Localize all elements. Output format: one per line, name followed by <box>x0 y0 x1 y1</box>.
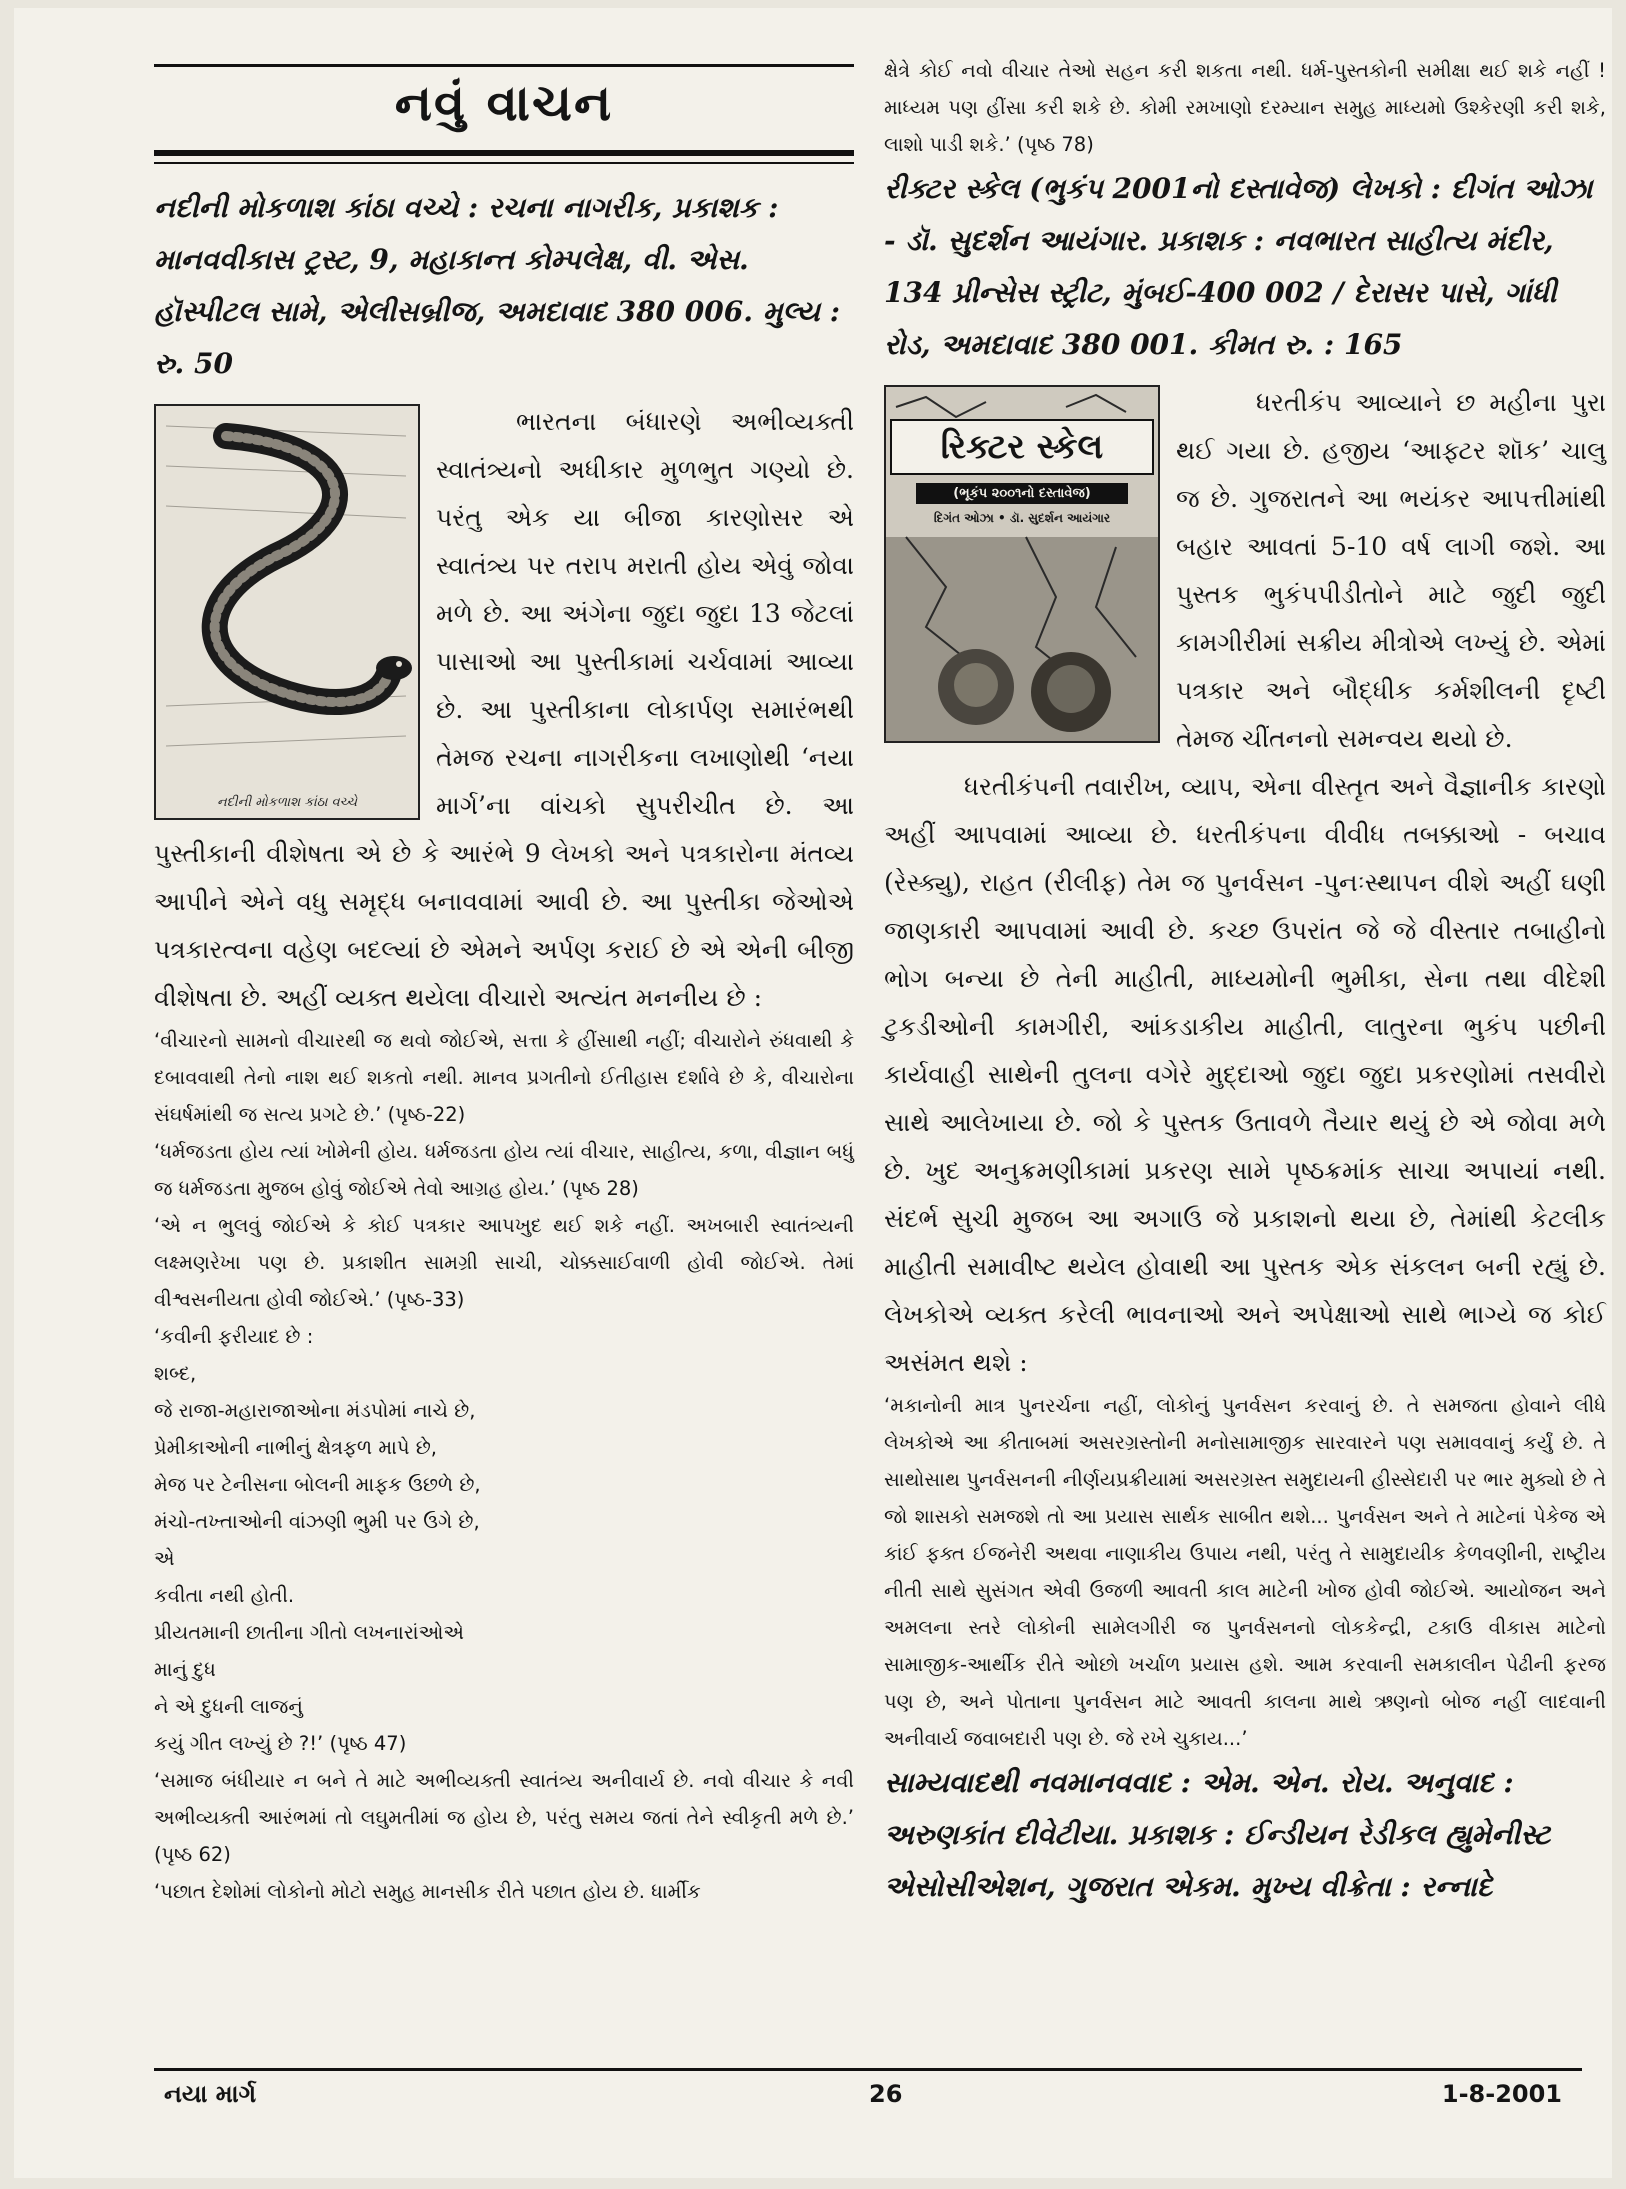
cover-caption-1: નદીની મોકળાશ કાંઠા વચ્ચે <box>216 795 357 810</box>
quote-6: ‘મકાનોની માત્ર પુનરર્ચના નહીં, લોકોનું પુનર્વસન કરવાનું છે. તે સમજતા હોવાને લીધે લેખકોએ આ કીતાબમાં અસરગ્રસ્તોની મનોસામાજીક સારવારને પણ સમાવવાનું કર્યું છે. તે સાથોસાથ પુનર્વસનની નીર્ણયપ્રક્રીયામાં અસરગ્રસ્ત સમુદાયની હીસ્સેદારી પર ભાર મુક્યો છે તે જો શાસકો સમજશે તો આ પ્રયાસ સાર્થક સાબીત થશે... પુનર્વસન અને તે માટેનાં પેકેજ એ કાંઈ ફક્ત ઈજનેરી અથવા નાણાકીય ઉપાય નથી, પરંતુ તે સામુદાયીક કેળવણીની, રાષ્ટ્રીય નીતી સાથે સુસંગત એવી ઉજળી આવતી કાલ માટેની ખોજ હોવી જોઈએ. આયોજન અને અમલના સ્તરે લોકોની સામેલગીરી જ પુનર્વસનનો લોકકેન્દ્રી, ટકાઉ વીકાસ માટેનો સામાજીક-આર્થીક રીતે ઓછો ખર્ચાળ પ્રયાસ હશે. આમ કરવાની સમકાલીન પેઢીની ફરજ પણ છે, અને પોતાના પુનર્વસન માટે આવતી કાલના માથે ઋણનો બોજ નહીં લાદવાની અનીવાર્ય જવાબદારી પણ છે. જે રખે ચુકાય...’ <box>884 1394 1606 1750</box>
poem-line: ને એ દુધની લાજનું <box>154 1695 303 1718</box>
header-rule-top <box>154 64 854 67</box>
footer-rule <box>154 2068 1582 2071</box>
book-citation-2: રીક્ટર સ્કેલ (ભુકંપ 2001નો દસ્તાવેજ) લેખકો : દીગંત ઓઝા - ડૉ. સુદર્શન આયંગાર. પ્રકાશક : નવભારત સાહીત્ય મંદીર, 134 પ્રીન્સેસ સ્ટ્રીટ, મુંબઈ-400 002 / દેરાસર પાસે, ગાંધી રોડ, અમદાવાદ 380 001. કીમત રુ. : 165 <box>884 172 1593 361</box>
cover-title-2: રિક્ટર સ્કેલ <box>890 419 1154 475</box>
review-text-2b: ધરતીકંપની તવારીખ, વ્યાપ, એના વીસ્તૃત અને વૈજ્ઞાનીક કારણો અહીં આપવામાં આવ્યા છે. ધરતીકંપના વીવીધ તબક્કાઓ ‌- બચાવ (રેસ્ક્યુ), રાહત (રીલીફ) તેમ જ પુનર્વસન -પુનઃસ્થાપન વીશે અહીં ઘણી જાણકારી આપવામાં આવી છે. કચ્છ ઉપરાંત જે જે વીસ્તાર તબાહીનો ભોગ બન્યા છે તેની માહીતી, માધ્યમોની ભુમીકા, સેના તથા વીદેશી ટુકડીઓની કામગીરી, આંકડાકીય માહીતી, લાતુરના ભુકંપ પછીની કાર્યવાહી સાથેની તુલના વગેરે મુદ્દાઓ જુદા જુદા પ્રકરણોમાં તસવીરો સાથે આલેખાયા છે. જો કે પુસ્તક ઉતાવળે તૈયાર થયું છે એ જોવા મળે છે. ખુદ અનુક્રમણીકામાં પ્રકરણ સામે પૃષ્ઠક્રમાંક સાચા અપાયાં નથી. સંદર્ભ સુચી મુજબ આ અગાઉ જે પ્રકાશનો થયા છે, તેમાંથી કેટલીક માહીતી સમાવીષ્ટ થયેલ હોવાથી આ પુસ્તક એક સંકલન બની રહ્યું છે. લેખકોએ વ્યક્ત કરેલી ભાવનાઓ અને અપેક્ષાઓ સાથે ભાગ્યે જ કોઈ અસંમત થશે : <box>884 772 1606 1377</box>
snake-illustration <box>156 406 418 818</box>
poem-line: શબ્દ, <box>154 1362 197 1385</box>
quote-1: ‘વીચારનો સામનો વીચારથી જ થવો જોઈએ, સત્તા કે હીંસાથી નહીં; વીચારોને રુંધવાથી કે દબાવવાથી તેનો નાશ થઈ શકતો નથી. માનવ પ્રગતીનો ઈતીહાસ દર્શાવે છે કે, વીચારોના સંઘર્ષમાંથી જ સત્ય પ્રગટે છે.’ (પૃષ્ઠ-22) <box>154 1029 854 1126</box>
poem-line: માનું દુધ <box>154 1658 216 1681</box>
header-rule-thick <box>154 150 854 156</box>
quote-5-end: ક્ષેત્રે કોઈ નવો વીચાર તેઓ સહન કરી શકતા નથી. ધર્મ-પુસ્તકોની સમીક્ષા થઈ શકે નહીં ! માધ્યમ પણ હીંસા કરી શકે છે. કોમી રમખાણો દરમ્યાન સમુહ માધ્યમો ઉશ્કેરણી કરી શકે, લાશો પાડી શકે.’ (પૃષ્ઠ 78) <box>884 59 1606 156</box>
poem-line: કવીતા નથી હોતી. <box>154 1584 295 1607</box>
book-citation-3: સામ્યવાદથી નવમાનવવાદ : એમ. એન. રોય. અનુવાદ : અરુણકાંત દીવેટીયા. પ્રકાશક : ઈન્ડીયન રેડીકલ હ્યુમેનીસ્ટ એસોસીએશન, ગુજરાત એકમ. મુખ્ય વીક્રેતા : રન્નાદે <box>884 1766 1551 1903</box>
quote-3: ‘એ ન ભુલવું જોઈએ કે કોઈ પત્રકાર આપખુદ થઈ શકે નહીં. અખબારી સ્વાતંત્ર્યની લક્ષ્મણરેખા પણ છે. પ્રકાશીત સામગ્રી સાચી, ચોક્કસાઈવાળી હોવી જોઈએ. તેમાં વીશ્વસનીયતા હોવી જોઈએ.’ (પૃષ્ઠ-33) <box>154 1214 854 1311</box>
quote-2: ‘ધર્મજડતા હોય ત્યાં ખોમેની હોય. ધર્મજડતા હોય ત્યાં વીચાર, સાહીત્ય, કળા, વીજ્ઞાન બધું જ ધર્મજડતા મુજબ હોવું જોઈએ તેવો આગ્રહ હોય.’ (પૃષ્ઠ 28) <box>154 1140 854 1200</box>
section-header <box>154 58 854 170</box>
cover-subtitle-2: (ભૂકંપ ૨૦૦૧નો દસ્તાવેજ) <box>916 483 1128 504</box>
header-rule-thin <box>154 162 854 164</box>
magazine-page <box>14 8 1612 2178</box>
magazine-name: નયા માર્ગ <box>164 2080 257 2108</box>
quote-5-start: ‘પછાત દેશોમાં લોકોનો મોટો સમુહ માનસીક રીતે પછાત હોય છે. ધાર્મીક <box>154 1880 701 1903</box>
poem-line: કયું ગીત લખ્યું છે ?!’ (પૃષ્ઠ 47) <box>154 1732 407 1755</box>
issue-date: 1-8-2001 <box>1441 2080 1562 2108</box>
review-text-1: ભારતના બંધારણે અભીવ્યક્તી સ્વાતંત્ર્યનો અધીકાર મુળભુત ગણ્યો છે. પરંતુ એક યા બીજા કારણોસર એ સ્વાતંત્ર્ય પર તરાપ મરાતી હોય એવું જોવા મળે છે. આ અંગેના જુદા જુદા 13 જેટલાં પાસાઓ આ પુસ્તીકામાં ચર્ચવામાં આવ્યા છે. આ પુસ્તીકાના લોકાર્પણ સમારંભથી તેમજ રચના નાગરીકના લખાણોથી ‘નયા માર્ગ’ના વાંચકો સુપરીચીત છે. આ પુસ્તીકાની વીશેષતા એ છે કે આરંભે 9 લેખકો અને પત્રકારોના મંતવ્ય આપીને એને વધુ સમૃદ્ધ બનાવવામાં આવી છે. આ પુસ્તીકા જેઓએ પત્રકારત્વના વહેણ બદલ્યાં છે એમને અર્પણ કરાઈ છે એ એની બીજી વીશેષતા છે. અહીં વ્યક્ત થયેલા વીચારો અત્યંત મનનીય છે : <box>154 407 854 1012</box>
review-text-2a: ધરતીકંપ આવ્યાને છ મહીના પુરા થઈ ગયા છે. હજીય ‘આફ્ટર શૉક’ ચાલુ જ છે. ગુજરાતને આ ભયંકર આપત્તીમાંથી બહાર આવતાં 5-10 વર્ષ લાગી જશે. આ પુસ્તક ભુકંપપીડીતોને માટે જુદી જુદી કામગીરીમાં સક્રીય મીત્રોએ લખ્યું છે. એમાં પત્રકાર અને બૌદ્ધીક કર્મશીલની દૃષ્ટી તેમજ ચીંતનનો સમન્વય થયો છે. <box>1176 388 1606 753</box>
book-citation-1: નદીની મોકળાશ કાંઠા વચ્ચે : રચના નાગરીક, પ્રકાશક : માનવવીકાસ ટ્રસ્ટ, 9, મહાકાન્ત કોમ્પલેક્ષ, વી. એસ. હૉસ્પીટલ સામે, એલીસબ્રીજ, અમદાવાદ 380 006. મુલ્ય : રુ. 50 <box>154 191 841 380</box>
page-number: 26 <box>869 2080 903 2108</box>
cover-authors-2: દિગંત ઓઝા • ડૉ. સુદર્શન આયંગાર <box>933 511 1111 525</box>
poem-line: પ્રીયતમાની છાતીના ગીતો લખનારાંઓએ <box>154 1621 464 1644</box>
poem-line: પ્રેમીકાઓની નાભીનું ક્ષેત્રફળ માપે છે, <box>154 1436 438 1459</box>
poem-block <box>154 1318 854 1762</box>
poem-line: મંચો-તખ્તાઓની વાંઝણી ભુમી પર ઉગે છે, <box>154 1510 480 1533</box>
book-cover-image-2 <box>884 385 1160 743</box>
poem-line: ‘કવીની ફરીયાદ છે : <box>154 1325 314 1348</box>
right-column <box>884 52 1606 1921</box>
poem-line: મેજ પર ટેનીસના બોલની માફક ઉછળે છે, <box>154 1473 481 1496</box>
poem-line: એ <box>154 1547 175 1570</box>
book-cover-image-1 <box>154 404 420 820</box>
section-title: નવું વાચન <box>394 74 614 132</box>
left-column <box>154 58 854 1910</box>
quote-4: ‘સમાજ બંધીયાર ન બને તે માટે અભીવ્યક્તી સ્વાતંત્ર્ય અનીવાર્ય છે. નવો વીચાર કે નવી અભીવ્યક્તી આરંભમાં તો લઘુમતીમાં જ હોય છે, પરંતુ સમય જતાં તેને સ્વીકૃતી મળે છે.’ (પૃષ્ઠ 62) <box>154 1769 854 1866</box>
poem-line: જે રાજા-મહારાજાઓના મંડપોમાં નાચે છે, <box>154 1399 476 1422</box>
